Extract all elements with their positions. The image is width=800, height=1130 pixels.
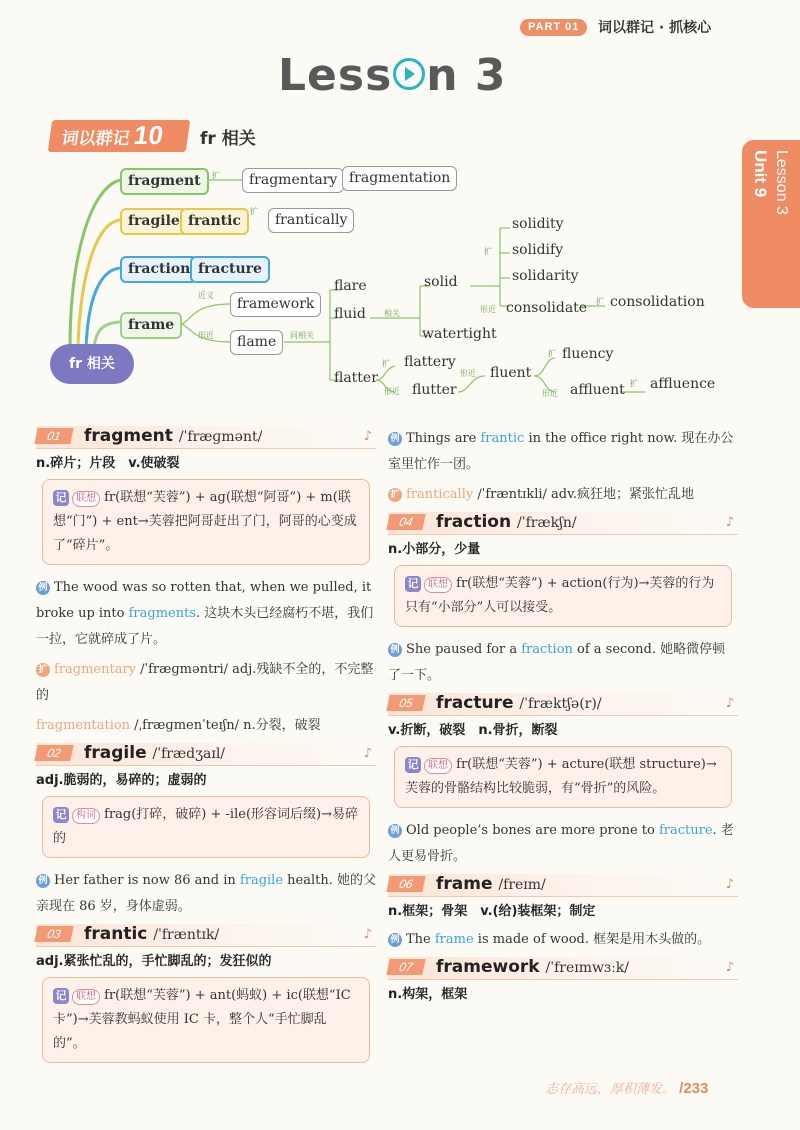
entry-header (388, 957, 738, 980)
node-fragile: fragile (120, 208, 188, 235)
definition: n.碎片；片段 v.使破裂 (36, 456, 180, 471)
entry-number: 03 (34, 926, 73, 942)
node-solidity: solidity (512, 216, 564, 232)
tag-deriv: 扩 (382, 359, 390, 368)
tag-deriv: 扩 (548, 349, 556, 358)
node-fluency: fluency (562, 346, 614, 362)
definition: v.折断，破裂 n.骨折，断裂 (388, 723, 558, 738)
definition: n.框架；骨架 v.(给)装框架；制定 (388, 904, 596, 919)
group-badge: 词以群记10 (48, 120, 190, 152)
unit-label: Unit 9 (751, 150, 770, 198)
tag-deriv: 扩 (212, 171, 220, 180)
derivative-icon: 扩 (388, 488, 402, 502)
entry-word: fracture /ˈfræktʃə(r)/ (436, 693, 602, 713)
entry-number: 02 (34, 745, 73, 761)
tip-icon: 记 (53, 988, 69, 1004)
entry-number: 06 (386, 876, 425, 892)
example-sentence: 例 She paused for a fraction of a second. 她略微停顿了一下。 (388, 642, 726, 683)
node-fragmentation: fragmentation (342, 166, 457, 191)
node-consolidation: consolidation (610, 294, 705, 310)
definition: adj.紧张忙乱的，手忙脚乱的；发狂似的 (36, 954, 272, 969)
entry-word: framework /ˈfreɪmwɜːk/ (436, 957, 630, 977)
page-footer: 志存高远，厚积薄发。 /233 (545, 1080, 709, 1097)
entry-number: 05 (386, 695, 425, 711)
example-icon: 例 (388, 824, 402, 838)
entry-number: 01 (34, 428, 73, 444)
lesson-label: Lesson 3 (773, 150, 790, 215)
node-fraction: fraction (120, 256, 198, 283)
example-icon: 例 (388, 643, 402, 657)
node-framework: framework (230, 292, 321, 317)
definition: adj.脆弱的，易碎的；虚弱的 (36, 773, 207, 788)
group-title: fr 相关 (200, 129, 256, 149)
example-sentence: 例 The wood was so rotten that, when we pulled, it broke up into fragments. 这块木头已经腐朽不堪，我们一拉，它就碎成了片。 (36, 580, 374, 647)
part-badge: PART 01 (520, 19, 587, 36)
tag-form: 形近 (460, 369, 476, 378)
memory-tip: 记 构词 frag(打碎，破碎) + -ile(形容词后缀)→易碎的 (42, 796, 370, 858)
part-title: 词以群记 · 抓核心 (598, 20, 712, 36)
tag-deriv: 扩 (250, 207, 258, 216)
node-affluent: affluent (570, 382, 625, 398)
memory-tip: 记 联想 fr(联想“芙蓉”) + ant(蚂蚁) + ic(联想“IC 卡”)→芙蓉教蚂蚁使用 IC 卡，整个人“手忙脚乱的”。 (42, 977, 370, 1063)
entry-header (36, 924, 376, 947)
entry-word: frame /freɪm/ (436, 874, 546, 894)
example-icon: 例 (388, 432, 402, 446)
audio-icon[interactable]: ♪ (363, 927, 372, 942)
side-tab (742, 140, 800, 308)
play-icon[interactable] (393, 58, 425, 90)
entry-word: fragile /ˈfrædʒaɪl/ (84, 743, 226, 763)
node-watertight: watertight (422, 326, 497, 342)
memory-tip: 记 联想 fr(联想“芙蓉”) + ag(联想“阿哥”) + m(联想“门”) + ent→芙蓉把阿哥赶出了门，阿哥的心变成了“碎片”。 (42, 479, 370, 565)
derivative-icon: 扩 (36, 663, 50, 677)
audio-icon[interactable]: ♪ (725, 696, 734, 711)
derivative: 扩 frantically /ˈfræntɪkli/ adv.疯狂地；紧张忙乱地 (388, 482, 738, 508)
audio-icon[interactable]: ♪ (363, 746, 372, 761)
entry-number: 07 (386, 959, 425, 975)
audio-icon[interactable]: ♪ (725, 960, 734, 975)
node-solidify: solidify (512, 242, 564, 258)
tag-form: 形近 (198, 331, 214, 340)
tag-same: 同相关 (290, 331, 314, 340)
node-flattery: flattery (404, 354, 456, 370)
entry-header (388, 512, 738, 535)
tag-deriv: 扩 (484, 247, 492, 256)
tag-form: 形近 (542, 389, 558, 398)
derivative: fragmentation /ˌfræɡmenˈteɪʃn/ n.分裂，破裂 (36, 718, 321, 733)
example-sentence: 例 Things are frantic in the office right now. 现在办公室里忙作一团。 (388, 431, 734, 472)
node-solid: solid (424, 274, 458, 290)
mind-map-lines (40, 158, 740, 408)
example-sentence: 例 The frame is made of wood. 框架是用木头做的。 (388, 927, 738, 953)
audio-icon[interactable]: ♪ (725, 515, 734, 530)
tag-rel: 相关 (384, 309, 400, 318)
tip-icon: 记 (405, 576, 421, 592)
definition: n.构架，框架 (388, 987, 468, 1002)
tag-deriv: 扩 (596, 297, 604, 306)
example-icon: 例 (388, 933, 402, 947)
node-flame: flame (230, 330, 283, 355)
audio-icon[interactable]: ♪ (363, 429, 372, 444)
entry-header (36, 426, 376, 449)
definition: n.小部分，少量 (388, 542, 481, 557)
node-fluid: fluid (334, 306, 366, 322)
entry-header (36, 743, 376, 766)
memory-tip: 记 联想 fr(联想“芙蓉”) + acture(联想 structure)→芙蓉的骨骼结构比较脆弱，有“骨折”的风险。 (394, 746, 732, 808)
node-fragment: fragment (120, 168, 209, 195)
node-flatter: flatter (334, 370, 378, 386)
tag-near: 近义 (198, 291, 214, 300)
tag-deriv: 扩 (630, 379, 638, 388)
mind-map (40, 158, 740, 408)
node-fracture: fracture (190, 256, 270, 283)
left-column (36, 426, 376, 1073)
audio-icon[interactable]: ♪ (725, 877, 734, 892)
node-flutter: flutter (412, 382, 457, 398)
tip-icon: 记 (405, 757, 421, 773)
tip-icon: 记 (53, 807, 69, 823)
entry-word: fraction /ˈfrækʃn/ (436, 512, 577, 532)
node-frantically: frantically (268, 208, 354, 233)
derivative: 扩 fragmentary /ˈfræɡməntri/ adj.残缺不全的，不完整的 (36, 662, 374, 703)
example-icon: 例 (36, 581, 50, 595)
example-sentence: 例 Old people’s bones are more prone to fracture. 老人更易骨折。 (388, 823, 734, 864)
node-flare: flare (334, 278, 367, 294)
lesson-title: Less n 3 (278, 50, 507, 101)
page-number: /233 (679, 1080, 709, 1097)
node-frame: frame (120, 312, 182, 339)
tag-form: 形近 (480, 305, 496, 314)
node-affluence: affluence (650, 376, 716, 392)
node-fragmentary: fragmentary (242, 168, 344, 193)
entry-number: 04 (386, 514, 425, 530)
entry-word: frantic /ˈfræntɪk/ (84, 924, 220, 944)
entry-header (388, 693, 738, 716)
node-solidarity: solidarity (512, 268, 579, 284)
tag-form: 形近 (384, 387, 400, 396)
example-sentence: 例 Her father is now 86 and in fragile health. 她的父亲现在 86 岁，身体虚弱。 (36, 873, 376, 914)
entry-word: fragment /ˈfræɡmənt/ (84, 426, 263, 446)
node-frantic: frantic (180, 208, 249, 235)
right-column (388, 426, 738, 1010)
tip-icon: 记 (53, 490, 69, 506)
example-icon: 例 (36, 874, 50, 888)
memory-tip: 记 联想 fr(联想“芙蓉”) + action(行为)→芙蓉的行为只有“小部分”人可以接受。 (394, 565, 732, 627)
mind-map-root: fr 相关 (50, 344, 134, 384)
node-fluent: fluent (490, 365, 532, 381)
node-consolidate: consolidate (506, 300, 588, 316)
entry-header (388, 874, 738, 897)
